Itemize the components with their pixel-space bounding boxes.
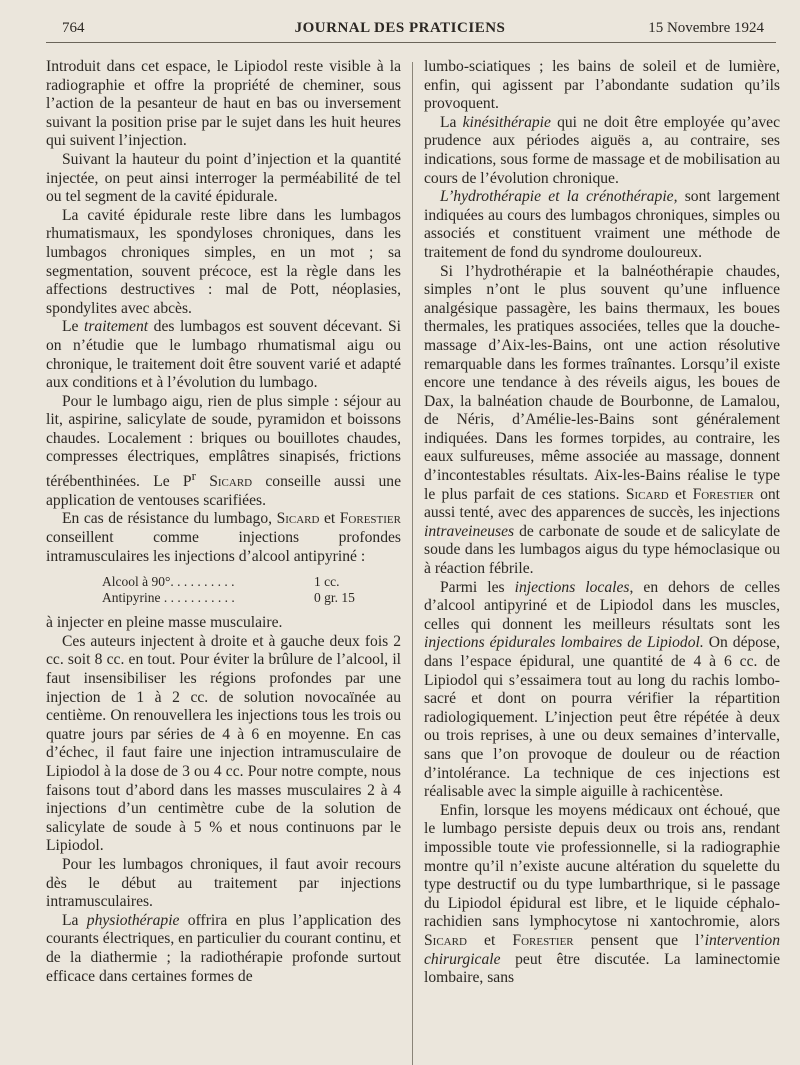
- text: Enfin, lorsque les moyens médicaux ont échoué, que le lumbago persiste depuis deux ou trois ans, rendant impossible toute vie professionnelle, si la radiographie montre qu’il n’existe aucune altération du squelette du type destructif ou du type lumbarthrique, si le passage du Lipiodol épidural est libre, et le liquide céphalo-rachidien sans lymphocytose ni xantochromie, alors: [424, 801, 780, 931]
- text: Le: [62, 318, 84, 336]
- paragraph: [46, 318, 401, 392]
- author-name: Forestier: [692, 485, 754, 503]
- text: La: [62, 911, 87, 929]
- formula-value: 0 gr. 15: [314, 590, 355, 606]
- paragraph: [424, 188, 780, 262]
- italic-text: injections locales: [514, 578, 630, 596]
- formula-label: Alcool à 90°. . . . . . . . . .: [102, 574, 235, 590]
- text: de carbonate de soude et de salicylate de soude dans les lumbagos aigus du type hémoclasique ou à réaction fébrile.: [424, 522, 780, 578]
- paragraph: [46, 912, 401, 986]
- paragraph: [424, 579, 780, 802]
- text: des lumbagos est souvent décevant. Si on n’étudie que le lumbago rhumatismal aigu ou chronique, le traitement doit être souvent varié et adapté aux conditions et à l’évolution du lumbago.: [46, 318, 401, 392]
- formula-row: [102, 590, 401, 606]
- author-name: Sicard: [625, 485, 669, 503]
- formula-table: [102, 574, 401, 606]
- italic-text: intraveineuses: [424, 522, 515, 540]
- italic-text: L’hydrothérapie et la crénothérapie,: [440, 188, 678, 206]
- italic-text: physiothérapie: [86, 911, 180, 929]
- text: offrira en plus l’application des courants électriques, en particulier du courant continu, et de la diathermie ; la radiothérapie profonde surtout efficace dans certaines formes de: [46, 911, 401, 985]
- italic-text: intervention chirurgicale: [424, 931, 780, 968]
- italic-text: traitement: [84, 318, 149, 336]
- author-name: Sicard: [209, 473, 253, 491]
- formula-label: Antipyrine . . . . . . . . . . .: [102, 590, 235, 606]
- paragraph: [46, 510, 401, 566]
- text: et: [466, 931, 513, 949]
- paragraph: Ces auteurs injectent à droite et à gauche deux fois 2 cc. soit 8 cc. en tout. Pour éviter la brûlure de l’alcool, il faut insensibiliser les régions profondes par une injection de 1 à 2 cc. de solution novocaïnée au centième. On renouvellera les injections tous les trois ou quatre jours par séries de 4 à 6 en moyenne. En cas d’échec, il faut faire une injection intramusculaire de Lipiodol à la dose de 3 ou 4 cc. Pour notre compte, nous faisons tout d’abord dans les masses musculaires 2 à 4 injections d’un centimètre cube de la solution de salicylate de soude à 5 % et nous continuons par le Lipiodol.: [46, 632, 401, 855]
- journal-title: JOURNAL DES PRATICIENS: [294, 20, 506, 36]
- paragraph: Suivant la hauteur du point d’injection et la quantité injectée, on peut ainsi interroger la perméabilité de tel ou tel segment de la cavité épidurale.: [46, 150, 401, 206]
- paragraph: La cavité épidurale reste libre dans les lumbagos rhumatismaux, les spondyloses chroniques, dans les lumbagos chroniques simples, en un mot ; sa segmentation, souvent précoce, est la règle dans les affections destructives : mal de Pott, néoplasies, spondylites avec abcès.: [46, 206, 401, 317]
- page-number: 764: [62, 20, 85, 36]
- text: Pour le lumbago aigu, rien de plus simple : séjour au lit, aspirine, salicylate de soude, pyramidon et boissons chaudes. Localement : briques ou bouillotes chaudes, compresses électriques, emplâtres sinapisés, frictions térébenthinées. Le P: [46, 392, 401, 491]
- paragraph: [46, 393, 401, 511]
- text: La: [440, 113, 463, 131]
- paragraph: à injecter en pleine masse musculaire.: [46, 614, 283, 632]
- author-name: Forestier: [512, 931, 574, 949]
- text: qui ne doit être employée qu’avec prudence aux périodes aiguës a, au contraire, ses indications, sous forme de massage et de mobilisation au cours de l’évolution chronique.: [424, 113, 780, 187]
- text: On dépose, dans l’espace épidural, une quantité de 4 à 6 cc. de Lipiodol qui s’essaimera tout au long du rachis lombo-sacré et dont on pourra vérifier la répartition radiologiquement. L’injection peut être répétée à deux ou trois reprises, à une ou deux semaines d’intervalle, sans que l’on provoque de douleur ou de réaction d’intolérance. La technique de ces injections est réalisable avec la simple aiguille à rachicentèse.: [424, 634, 780, 801]
- text: Parmi les: [440, 578, 515, 596]
- page-header: [0, 20, 800, 40]
- left-column: [46, 58, 401, 986]
- formula-value: 1 cc.: [314, 574, 340, 590]
- text: En cas de résistance du lumbago,: [62, 510, 277, 528]
- text: peut être discutée. La laminectomie lombaire, sans: [424, 950, 780, 987]
- text: pensent que l’: [573, 931, 705, 949]
- header-rule: [46, 42, 776, 43]
- author-name: Sicard: [424, 931, 467, 949]
- right-column: [424, 58, 780, 988]
- text: Si l’hydrothérapie et la balnéothérapie chaudes, simples n’ont le plus souvent qu’une influence analgésique passagère, les bains thermaux, les boues thermales, les pratiques associées, telles que la douche-massage d’Aix-les-Bains, ont une action résolutive remarquable dans les formes traînantes. Lorsqu’il existe encore une tendance à des réveils aigus, les boues de Dax, la balnéation chaude de Bourbonne, de Lamalou, de Néris, d’Amélie-les-Bains sont généralement indiquées. Dans les formes torpides, au contraire, les eaux sulfureuses, même associée au massage, donnent d’incontestables résultats. Aix-les-Bains réalise le type le plus parfait de ces stations.: [424, 262, 780, 503]
- paragraph: lumbo-sciatiques ; les bains de soleil et de lumière, enfin, qui agissent par l’abondante sudation qu’ils provoquent.: [424, 58, 780, 113]
- text: ont aussi tenté, avec des apparences de succès, les injections: [424, 485, 781, 522]
- paragraph: [424, 114, 780, 188]
- column-divider: [412, 62, 413, 1065]
- superscript: r: [191, 468, 196, 484]
- italic-text: kinésithérapie: [462, 113, 551, 131]
- paragraph: Introduit dans cet espace, le Lipiodol reste visible à la radiographie et offre la propriété de cheminer, sous l’action de la pesanteur de haut en bas ou inversement suivant la position prise par le sujet dans les huit heures qui suivent l’injection.: [46, 58, 401, 150]
- text: conseille aussi une application de ventouses scarifiées.: [46, 473, 402, 509]
- paragraph: [424, 263, 780, 579]
- paragraph: [424, 802, 780, 988]
- issue-date: 15 Novembre 1924: [648, 20, 764, 36]
- formula-row: [102, 574, 401, 590]
- author-name: Forestier: [339, 510, 401, 528]
- author-name: Sicard: [276, 510, 320, 528]
- text: sont largement indiquées au cours des lumbagos chroniques, simples ou associés et constituent vraiment une méthode de traitement de fond du syndrome douloureux.: [424, 188, 780, 261]
- text: , en dehors de celles d’alcool antipyriné et de Lipiodol dans les muscles, celles qui donnent les meilleurs résultats sont les: [424, 578, 781, 633]
- text: et: [668, 485, 693, 503]
- text: conseillent comme injections profondes intramusculaires les injections d’alcool antipyriné :: [46, 529, 401, 565]
- italic-text: injections épidurales lombaires de Lipiodol.: [424, 634, 704, 652]
- text: et: [319, 510, 340, 528]
- paragraph: Pour les lumbagos chroniques, il faut avoir recours dès le début au traitement par injections intramusculaires.: [46, 855, 401, 911]
